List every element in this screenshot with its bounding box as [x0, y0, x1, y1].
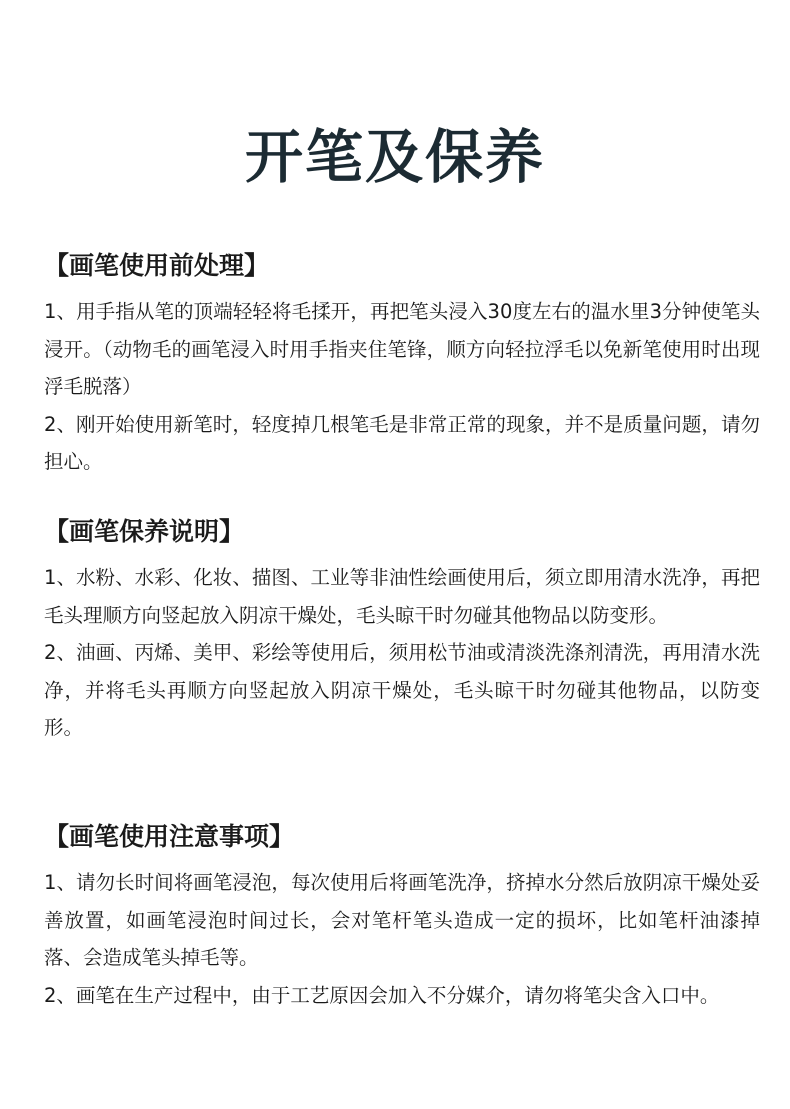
paragraph: 2、画笔在生产过程中，由于工艺原因会加入不分媒介，请勿将笔尖含入口中。 [44, 983, 720, 1007]
section-usage-precautions [44, 820, 760, 1014]
paragraph: 2、油画、丙烯、美甲、彩绘等使用后，须用松节油或清淡洗涤剂清洗，再用清水洗净，并将毛头再顺方向竖起放入阴凉干燥处，毛头晾干时勿碰其他物品，以防变形。 [44, 641, 760, 739]
paragraph: 1、请勿长时间将画笔浸泡，每次使用后将画笔洗净，挤掉水分然后放阴凉干燥处妥善放置，如画笔浸泡时间过长，会对笔杆笔头造成一定的损坏，比如笔杆油漆掉落、会造成笔头掉毛等。 [44, 871, 760, 969]
page-title: 开笔及保养 [244, 122, 545, 191]
section-heading: 【画笔使用前处理】 [44, 251, 270, 280]
section-heading: 【画笔保养说明】 [44, 517, 245, 546]
paragraph: 1、水粉、水彩、化妆、描图、工业等非油性绘画使用后，须立即用清水洗净，再把毛头理顺方向竖起放入阴凉干燥处，毛头晾干时勿碰其他物品以防变形。 [44, 566, 760, 627]
section-heading: 【画笔使用注意事项】 [44, 822, 295, 851]
section-pre-use-treatment [44, 249, 760, 481]
section-maintenance-instructions [44, 515, 760, 747]
paragraph: 1、用手指从笔的顶端轻轻将毛揉开，再把笔头浸入30度左右的温水里3分钟使笔头浸开。（动物毛的画笔浸入时用手指夹住笔锋，顺方向轻拉浮毛以免新笔使用时出现浮毛脱落） [44, 300, 760, 398]
paragraph: 2、刚开始使用新笔时，轻度掉几根笔毛是非常正常的现象，并不是质量问题，请勿担心。 [44, 412, 760, 473]
